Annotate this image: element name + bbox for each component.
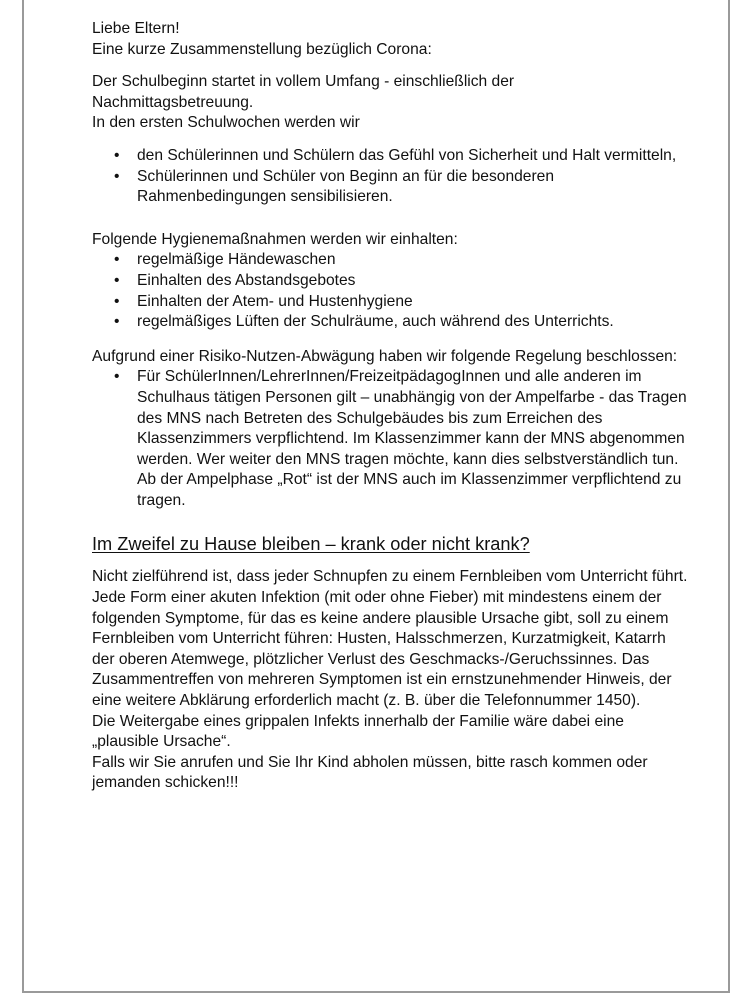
section-heading: Im Zweifel zu Hause bleiben – krank oder nicht krank?: [92, 534, 530, 555]
risk-list: [92, 367, 692, 511]
school-start-list: [92, 146, 692, 208]
list-item: • Einhalten der Atem- und Hustenhygiene: [92, 292, 692, 313]
greeting: Liebe Eltern!: [92, 20, 180, 37]
hygiene-list: [92, 250, 692, 332]
list-item: • Schülerinnen und Schüler von Beginn an für die besonderen Rahmenbedingungen sensibilisieren.: [92, 167, 692, 208]
letter-body: [92, 19, 692, 794]
paragraph: Jede Form einer akuten Infektion (mit oder ohne Fieber) mit mindestens einem der folgenden Symptome, für das es keine andere plausible Ursache gibt, soll zu einem Fernbleiben vom Unterricht führen: Husten, Halsschmerzen, Kurzatmigkeit, Katarrh der oberen Atemwege, plötzlicher Verlust des Geschmacks-/Geruchssinnes. Das Zusammentreffen von mehreren Symptomen ist ein ernstzunehmender Hinweis, der eine weitere Abklärung erforderlich macht (z. B. über die Telefonnummer 1450).: [92, 589, 672, 710]
list-item: • regelmäßiges Lüften der Schulräume, auch während des Unterrichts.: [92, 312, 692, 333]
spacer: [92, 208, 692, 230]
spacer: [92, 333, 692, 347]
list-item: • regelmäßige Händewaschen: [92, 250, 692, 271]
paragraph: Nicht zielführend ist, dass jeder Schnupfen zu einem Fernbleiben vom Unterricht führt.: [92, 568, 688, 586]
list-item: • Einhalten des Abstandsgebotes: [92, 271, 692, 292]
school-start-line-3: In den ersten Schulwochen werden wir: [92, 114, 360, 132]
document-page: [22, 0, 730, 993]
list-item: • den Schülerinnen und Schülern das Gefühl von Sicherheit und Halt vermitteln,: [92, 146, 692, 167]
intro-line: Eine kurze Zusammenstellung bezüglich Corona:: [92, 40, 432, 58]
hygiene-intro: Folgende Hygienemaßnahmen werden wir einhalten:: [92, 230, 458, 248]
risk-intro: Aufgrund einer Risiko-Nutzen-Abwägung haben wir folgende Regelung beschlossen:: [92, 347, 678, 365]
paragraph: Falls wir Sie anrufen und Sie Ihr Kind abholen müssen, bitte rasch kommen oder jemanden schicken!!!: [92, 753, 648, 792]
school-start-line-1: Der Schulbeginn startet in vollem Umfang - einschließlich der: [92, 73, 515, 91]
spacer: [92, 555, 692, 567]
list-item: • Für SchülerInnen/LehrerInnen/FreizeitpädagogInnen und alle anderen im Schulhaus tätigen Personen gilt – unabhängig von der Ampelfarbe - das Tragen des MNS nach Betreten des Schulgebäudes bis zum Erreichen des Klassenzimmers verpflichtend. Im Klassenzimmer kann der MNS abgenommen werden. Wer weiter den MNS tragen möchte, kann dies selbstverständlich tun. Ab der Ampelphase „Rot“ ist der MNS auch im Klassenzimmer verpflichtend zu tragen.: [92, 367, 692, 511]
spacer: [92, 60, 692, 72]
school-start-line-2: Nachmittagsbetreuung.: [92, 93, 254, 111]
paragraph: Die Weitergabe eines grippalen Infekts innerhalb der Familie wäre dabei eine „plausible Ursache“.: [92, 712, 624, 751]
spacer: [92, 511, 692, 533]
